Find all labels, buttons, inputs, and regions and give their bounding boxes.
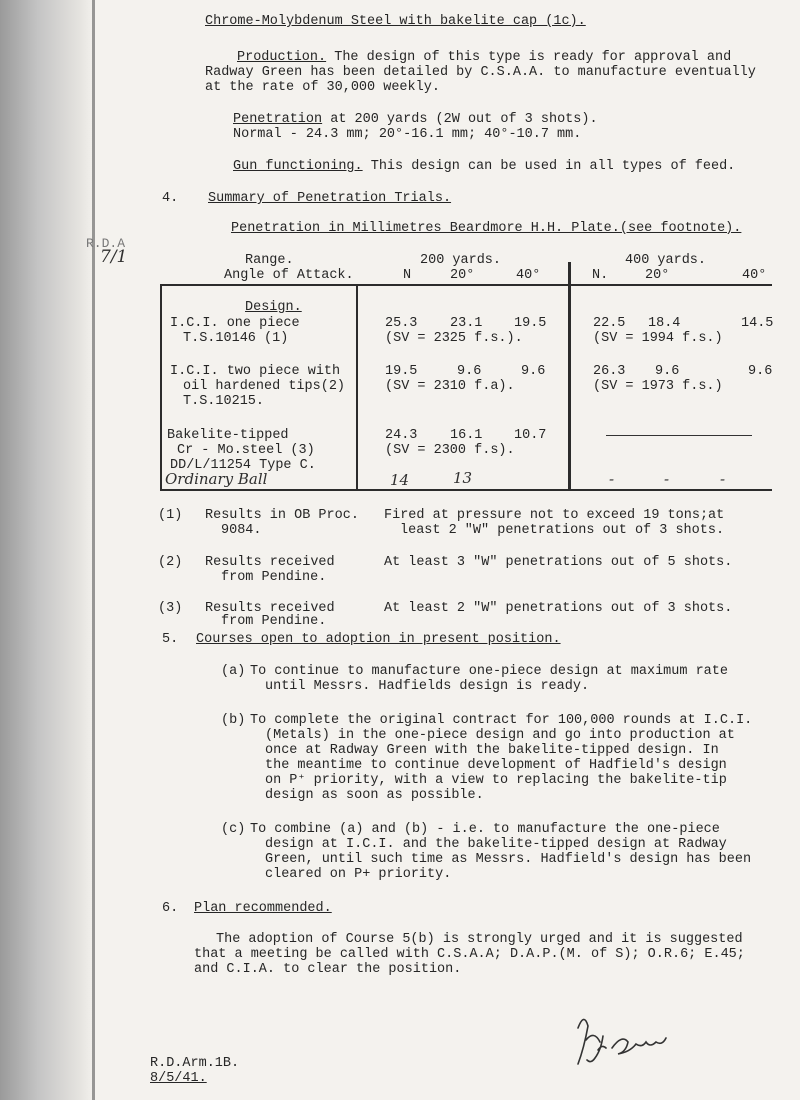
angle-400-40: 40°: [742, 268, 767, 283]
course-line: Green, until such time as Messrs. Hadfield's design has been: [265, 852, 752, 867]
section6-number: 6.: [162, 901, 179, 916]
reference-date: 8/5/41.: [150, 1071, 207, 1086]
handwritten-dash-1: -: [609, 470, 615, 488]
table-angle-label: Angle of Attack.: [224, 268, 354, 283]
course-line: To continue to manufacture one-piece design at maximum rate: [250, 664, 728, 679]
row3-200-n: 24.3: [385, 428, 418, 443]
angle-200-40: 40°: [516, 268, 541, 283]
footnote-left-line1: Results in OB Proc.: [205, 508, 359, 523]
row1-400-sv: (SV = 1994 f.s.): [593, 331, 723, 346]
row3-200-sv: (SV = 2300 f.s).: [385, 443, 515, 458]
margin-note-line2: 7/1: [100, 247, 128, 267]
row3-name-line2: Cr - Mo.steel (3): [177, 443, 315, 458]
section4-title: Summary of Penetration Trials.: [208, 191, 452, 206]
table-200-yards: 200 yards.: [420, 253, 502, 268]
course-line: until Messrs. Hadfields design is ready.: [265, 679, 590, 694]
row2-200-20: 9.6: [457, 364, 482, 379]
row3-name-line3: DD/L/11254 Type C.: [170, 458, 316, 473]
section5-title: Courses open to adoption in present position.: [196, 632, 561, 647]
penetration-line2: Normal - 24.3 mm; 20°-16.1 mm; 40°-10.7 mm.: [233, 127, 582, 142]
row3-200-20: 16.1: [450, 428, 483, 443]
course-line: (Metals) in the one-piece design and go into production at: [265, 728, 735, 743]
handwritten-dash-2: -: [664, 470, 670, 488]
reference-line1: R.D.Arm.1B.: [150, 1056, 240, 1071]
course-label: (c): [221, 822, 246, 837]
angle-200-n: N: [403, 268, 412, 283]
row2-name-line3: T.S.10215.: [183, 394, 265, 409]
footnote-left-line2: from Pendine.: [221, 614, 327, 629]
footnote-left-line1: Results received: [205, 601, 335, 616]
section6-line2: that a meeting be called with C.S.A.A; D.A.P.(M. of S); O.R.6; E.45;: [194, 947, 745, 962]
row3-name-line1: Bakelite-tipped: [167, 428, 289, 443]
penetration-text: at 200 yards (2W out of 3 shots).: [322, 112, 598, 127]
section5-number: 5.: [162, 632, 179, 647]
section6-line3: and C.I.A. to clear the position.: [194, 962, 462, 977]
course-line: To complete the original contract for 100,000 rounds at I.C.I.: [250, 713, 753, 728]
footnote-right-line2: least 2 "W" penetrations out of 3 shots.: [400, 523, 725, 538]
row2-400-40: 9.6: [748, 364, 773, 379]
course-line: on P⁺ priority, with a view to replacing the bakelite-tip: [265, 773, 727, 788]
row1-200-20: 23.1: [450, 316, 483, 331]
footnote-number: (1): [158, 508, 183, 523]
margin-note-line1: R.D.A: [86, 236, 126, 251]
row2-400-n: 26.3: [593, 364, 626, 379]
section4-subtitle: Penetration in Millimetres Beardmore H.H. Plate.(see footnote).: [231, 221, 742, 236]
row2-200-n: 19.5: [385, 364, 418, 379]
handwritten-dash-3: -: [720, 470, 726, 488]
gun-functioning-label: Gun functioning.: [233, 159, 363, 174]
table-design-label: Design.: [245, 300, 302, 315]
footnote-left-line2: from Pendine.: [221, 570, 327, 585]
production-line3: at the rate of 30,000 weekly.: [205, 80, 440, 95]
footnote-number: (3): [158, 601, 183, 616]
angle-200-20: 20°: [450, 268, 475, 283]
gun-functioning-text: This design can be used in all types of feed.: [362, 159, 736, 174]
course-line: To combine (a) and (b) - i.e. to manufacture the one-piece: [250, 822, 720, 837]
course-label: (b): [221, 713, 246, 728]
footnote-number: (2): [158, 555, 183, 570]
production-text: The design of this type is ready for approval and: [326, 50, 732, 65]
row2-name-line1: I.C.I. two piece with: [170, 364, 341, 379]
row1-200-40: 19.5: [514, 316, 547, 331]
row2-200-40: 9.6: [521, 364, 546, 379]
handwritten-value-n: 14: [390, 471, 410, 489]
footnote-right-line1: Fired at pressure not to exceed 19 tons;at: [384, 508, 725, 523]
footnote-left-line1: Results received: [205, 555, 335, 570]
angle-400-n: N.: [592, 268, 609, 283]
production-label: Production.: [237, 50, 327, 65]
course-line: cleared on P+ priority.: [265, 867, 452, 882]
row2-name-line2: oil hardened tips(2): [183, 379, 346, 394]
section6-line1: The adoption of Course 5(b) is strongly urged and it is suggested: [216, 932, 743, 947]
table-range-label: Range.: [245, 253, 294, 268]
row1-400-40: 14.5: [741, 316, 774, 331]
row1-200-n: 25.3: [385, 316, 418, 331]
row2-400-sv: (SV = 1973 f.s.): [593, 379, 723, 394]
course-line: the meantime to continue development of Hadfield's design: [265, 758, 727, 773]
row2-400-20: 9.6: [655, 364, 680, 379]
row1-200-sv: (SV = 2325 f.s.).: [385, 331, 523, 346]
row1-name-line1: I.C.I. one piece: [170, 316, 300, 331]
footnote-right-line1: At least 2 "W" penetrations out of 3 shots.: [384, 601, 733, 616]
c-section-heading: Chrome-Molybdenum Steel with bakelite cap (1c).: [205, 14, 586, 29]
course-line: design at I.C.I. and the bakelite-tipped design at Radway: [265, 837, 727, 852]
angle-400-20: 20°: [645, 268, 670, 283]
row1-400-20: 18.4: [648, 316, 681, 331]
row1-name-line2: T.S.10146 (1): [183, 331, 289, 346]
footnote-left-line2: 9084.: [221, 523, 262, 538]
handwritten-ordinary-ball: Ordinary Ball: [165, 470, 268, 488]
table-400-yards: 400 yards.: [625, 253, 707, 268]
section6-title: Plan recommended.: [194, 901, 332, 916]
row1-400-n: 22.5: [593, 316, 626, 331]
section4-number: 4.: [162, 191, 179, 206]
handwritten-value-20: 13: [453, 469, 473, 487]
row2-200-sv: (SV = 2310 f.a).: [385, 379, 515, 394]
course-line: once at Radway Green with the bakelite-tipped design. In: [265, 743, 719, 758]
penetration-label: Penetration: [233, 112, 323, 127]
row3-200-40: 10.7: [514, 428, 547, 443]
course-line: design as soon as possible.: [265, 788, 484, 803]
footnote-right-line1: At least 3 "W" penetrations out of 5 shots.: [384, 555, 733, 570]
course-label: (a): [221, 664, 246, 679]
production-line2: Radway Green has been detailed by C.S.A.A. to manufacture eventually: [205, 65, 756, 80]
